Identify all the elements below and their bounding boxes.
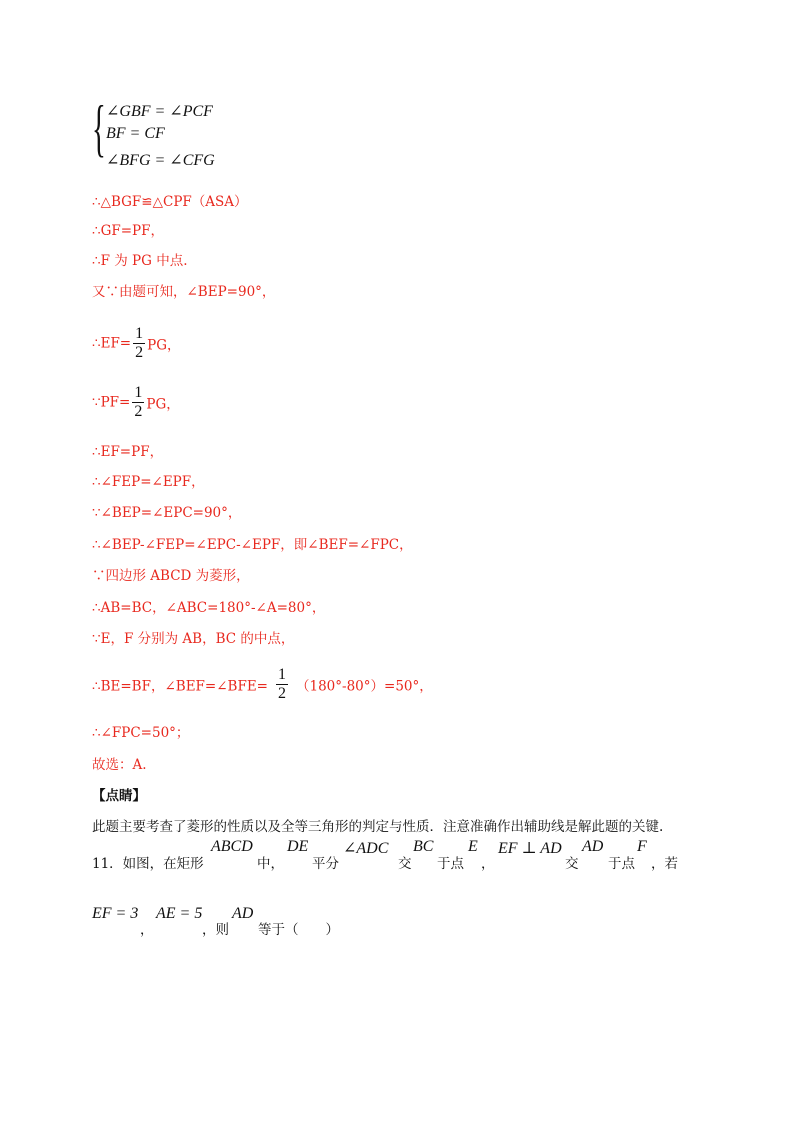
q11-text-5: 于点: [437, 856, 464, 872]
step-midpoint: ∴F 为 PG 中点.: [92, 253, 188, 269]
step-ef-half-post: PG，: [147, 337, 181, 354]
step-rhombus: ∵四边形 ABCD 为菱形，: [92, 568, 250, 584]
q11-text-3: 平分: [312, 856, 339, 872]
q11-math-ef-3: EF = 3: [92, 905, 139, 922]
step-congruent: ∴△BGF≌△CPF（ASA）: [92, 194, 248, 210]
fraction-numerator: 1: [134, 384, 143, 401]
q11-text-2: 中，: [257, 856, 284, 872]
step-bef-50-pre: ∴BE=BF，∠BEF=∠BFE=: [92, 678, 268, 695]
system-line-1: ∠GBF = ∠PCF: [106, 103, 213, 120]
fraction-half: [133, 325, 145, 362]
fraction-numerator: 1: [278, 666, 286, 683]
step-answer: 故选：A.: [92, 757, 147, 773]
q11-text-11: ，则: [202, 922, 229, 938]
q11-text-9: ，若: [651, 856, 678, 872]
fraction-denominator: 2: [135, 344, 144, 361]
step-fpc-50: ∴∠FPC=50°；: [92, 725, 190, 741]
step-bep-epc: ∵∠BEP=∠EPC=90°，: [92, 505, 242, 521]
step-pf-half: [92, 384, 180, 421]
q11-math-bc: BC: [413, 838, 434, 855]
q11-text-10: ，: [140, 922, 154, 938]
fraction-half: [132, 384, 144, 421]
step-ef-half: [92, 325, 181, 362]
step-bef-50: [92, 666, 433, 703]
system-line-2: BF = CF: [106, 125, 165, 142]
q11-math-abcd: ABCD: [211, 838, 253, 855]
step-bef-50-post: （180°-80°）=50°，: [296, 678, 433, 695]
q11-text-4: 交: [398, 856, 412, 872]
step-ef-half-pre: ∴EF=: [92, 335, 132, 352]
q11-math-ae-5: AE = 5: [156, 905, 203, 922]
fraction-denominator: 2: [134, 403, 143, 420]
q11-text-12: 等于（ ）: [258, 922, 339, 938]
fraction-half: [276, 666, 288, 703]
fraction-denominator: 2: [278, 685, 286, 702]
q11-text-8: 于点: [608, 856, 635, 872]
q11-math-de: DE: [287, 838, 309, 855]
q11-text-6: ，: [481, 856, 495, 872]
q11-math-angle-adc: ∠ADC: [343, 840, 389, 857]
q11-text-7: 交: [565, 856, 579, 872]
step-abc-80: ∴AB=BC，∠ABC=180°-∠A=80°，: [92, 600, 326, 616]
step-gf-pf: ∴GF=PF，: [92, 223, 165, 239]
q11-math-e: E: [468, 838, 478, 855]
step-pf-half-pre: ∵PF=: [92, 394, 131, 411]
step-midpoints: ∵E，F 分别为 AB，BC 的中点，: [92, 631, 295, 647]
q11-math-ad-2: AD: [232, 905, 254, 922]
system-line-3: ∠BFG = ∠CFG: [106, 152, 215, 169]
step-bef-fpc: ∴∠BEP-∠FEP=∠EPC-∠EPF，即∠BEF=∠FPC，: [92, 537, 413, 553]
step-ef-pf: ∴EF=PF，: [92, 444, 164, 460]
q11-math-ef-perp-ad: EF ⊥ AD: [498, 840, 562, 857]
q11-math-ad: AD: [582, 838, 604, 855]
step-bep-90: 又∵由题可知，∠BEP=90°，: [92, 284, 276, 300]
q11-math-f: F: [637, 838, 647, 855]
fraction-numerator: 1: [135, 325, 144, 342]
step-fep-epf: ∴∠FEP=∠EPF，: [92, 474, 205, 490]
left-brace: {: [92, 92, 106, 163]
step-pf-half-post: PG，: [146, 396, 180, 413]
q11-text-1: 11．如图，在矩形: [92, 856, 204, 872]
comment-text: 此题主要考查了菱形的性质以及全等三角形的判定与性质．注意准确作出辅助线是解此题的关键.: [92, 819, 664, 835]
comment-heading: 【点睛】: [92, 788, 146, 804]
